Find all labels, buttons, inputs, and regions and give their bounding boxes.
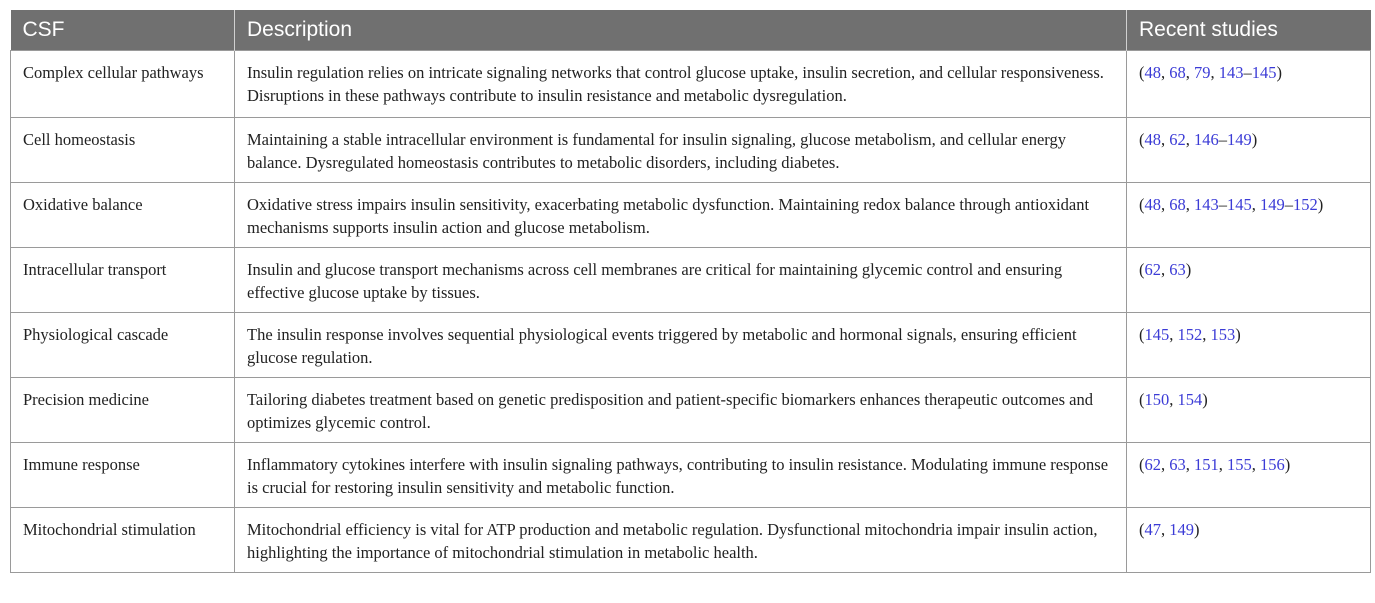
description-cell: Oxidative stress impairs insulin sensitivity, exacerbating metabolic dysfunction. Maintaining redox balance through antioxidant mechanisms supports insulin action and glucose metabolism. bbox=[235, 183, 1127, 248]
header-csf: CSF bbox=[11, 10, 235, 51]
reference-link[interactable]: 68 bbox=[1169, 63, 1186, 82]
refs-cell: (48, 68, 143–145, 149–152) bbox=[1127, 183, 1371, 248]
refs-cell: (145, 152, 153) bbox=[1127, 313, 1371, 378]
refs-cell: (47, 149) bbox=[1127, 508, 1371, 573]
reference-link[interactable]: 79 bbox=[1194, 63, 1211, 82]
description-cell: Insulin and glucose transport mechanisms across cell membranes are critical for maintaining glycemic control and ensuring effective glucose uptake by tissues. bbox=[235, 248, 1127, 313]
description-cell: Mitochondrial efficiency is vital for ATP production and metabolic regulation. Dysfunctional mitochondria impair insulin action, highlighting the importance of mitochondrial stimulation in metabolic health. bbox=[235, 508, 1127, 573]
reference-link[interactable]: 143 bbox=[1194, 195, 1219, 214]
description-cell: Maintaining a stable intracellular environment is fundamental for insulin signaling, glucose metabolism, and cellular energy balance. Dysregulated homeostasis contributes to metabolic disorders, including diabetes. bbox=[235, 118, 1127, 183]
reference-link[interactable]: 143 bbox=[1218, 63, 1244, 82]
reference-link[interactable]: 48 bbox=[1144, 63, 1161, 82]
reference-link[interactable]: 62 bbox=[1144, 260, 1161, 279]
reference-link[interactable]: 48 bbox=[1144, 195, 1161, 214]
table-row bbox=[11, 378, 1371, 443]
reference-link[interactable]: 48 bbox=[1144, 130, 1161, 149]
table-row bbox=[11, 508, 1371, 573]
reference-link[interactable]: 152 bbox=[1293, 195, 1318, 214]
reference-link[interactable]: 62 bbox=[1169, 130, 1186, 149]
csf-cell: Complex cellular pathways bbox=[11, 51, 235, 118]
table-row bbox=[11, 443, 1371, 508]
csf-cell: Oxidative balance bbox=[11, 183, 235, 248]
csf-table-container bbox=[10, 10, 1370, 573]
refs-cell: (150, 154) bbox=[1127, 378, 1371, 443]
refs-cell: (48, 62, 146–149) bbox=[1127, 118, 1371, 183]
description-cell: Tailoring diabetes treatment based on genetic predisposition and patient-specific biomarkers enhances therapeutic outcomes and optimizes glycemic control. bbox=[235, 378, 1127, 443]
refs-cell: (62, 63) bbox=[1127, 248, 1371, 313]
reference-link[interactable]: 62 bbox=[1144, 455, 1161, 474]
reference-link[interactable]: 149 bbox=[1260, 195, 1285, 214]
reference-link[interactable]: 63 bbox=[1169, 455, 1186, 474]
reference-link[interactable]: 156 bbox=[1260, 455, 1285, 474]
csf-cell: Immune response bbox=[11, 443, 235, 508]
header-description: Description bbox=[235, 10, 1127, 51]
description-cell: The insulin response involves sequential physiological events triggered by metabolic and hormonal signals, ensuring efficient glucose regulation. bbox=[235, 313, 1127, 378]
csf-cell: Mitochondrial stimulation bbox=[11, 508, 235, 573]
reference-link[interactable]: 150 bbox=[1144, 390, 1170, 409]
reference-link[interactable]: 152 bbox=[1177, 325, 1203, 344]
reference-link[interactable]: 145 bbox=[1144, 325, 1170, 344]
reference-link[interactable]: 145 bbox=[1227, 195, 1252, 214]
reference-link[interactable]: 151 bbox=[1194, 455, 1219, 474]
reference-link[interactable]: 149 bbox=[1227, 130, 1252, 149]
description-cell: Inflammatory cytokines interfere with insulin signaling pathways, contributing to insulin resistance. Modulating immune response is crucial for restoring insulin sensitivity and metabolic function. bbox=[235, 443, 1127, 508]
table-row bbox=[11, 313, 1371, 378]
csf-cell: Precision medicine bbox=[11, 378, 235, 443]
table-row bbox=[11, 248, 1371, 313]
reference-link[interactable]: 146 bbox=[1194, 130, 1219, 149]
header-recent-studies: Recent studies bbox=[1127, 10, 1371, 51]
reference-link[interactable]: 155 bbox=[1227, 455, 1252, 474]
description-cell: Insulin regulation relies on intricate signaling networks that control glucose uptake, insulin secretion, and cellular responsiveness. Disruptions in these pathways contribute to insulin resistance and metabolic dysregulation. bbox=[235, 51, 1127, 118]
csf-cell: Physiological cascade bbox=[11, 313, 235, 378]
csf-cell: Intracellular transport bbox=[11, 248, 235, 313]
reference-link[interactable]: 149 bbox=[1169, 520, 1194, 539]
table-row bbox=[11, 183, 1371, 248]
reference-link[interactable]: 154 bbox=[1177, 390, 1203, 409]
reference-link[interactable]: 68 bbox=[1169, 195, 1186, 214]
csf-cell: Cell homeostasis bbox=[11, 118, 235, 183]
csf-table bbox=[10, 10, 1371, 573]
reference-link[interactable]: 47 bbox=[1144, 520, 1161, 539]
reference-link[interactable]: 145 bbox=[1251, 63, 1277, 82]
table-header-row bbox=[11, 10, 1371, 51]
refs-cell: (62, 63, 151, 155, 156) bbox=[1127, 443, 1371, 508]
table-row bbox=[11, 51, 1371, 118]
reference-link[interactable]: 63 bbox=[1169, 260, 1186, 279]
table-row bbox=[11, 118, 1371, 183]
reference-link[interactable]: 153 bbox=[1210, 325, 1236, 344]
refs-cell: (48, 68, 79, 143–145) bbox=[1127, 51, 1371, 118]
